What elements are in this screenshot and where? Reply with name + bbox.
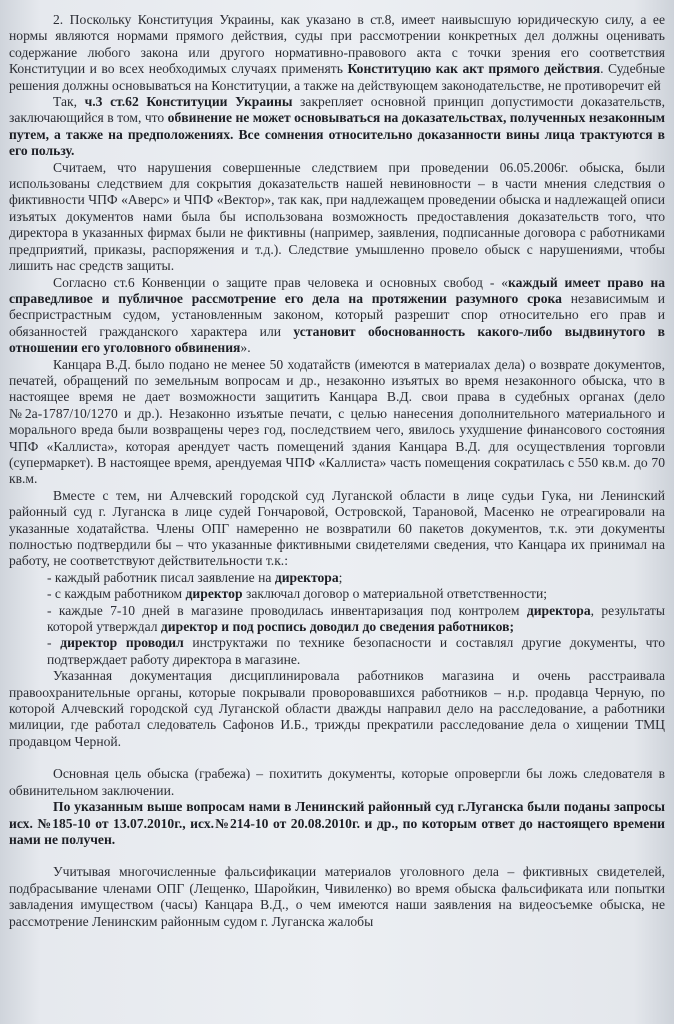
text-run: Учитывая многочисленные фальсификации материалов уголовного дела – фиктивных свидетелей, подбрасывание членами ОПГ (Лещенко, Шаройкин, Чивиленко) во время обыска фальсификата или попытки завладения имуществом (часы) Канцара В.Д., о чем имеются наши заявления на видеосъемке обыска, не рассмотрение Ленинским районным судом г. Луганска жалобы (9, 864, 665, 929)
text-run: Так, (53, 94, 85, 110)
paragraph-p6 (9, 488, 665, 570)
paragraph-p8 (9, 586, 665, 602)
text-run: Указанная документация дисциплинировала работников магазина и очень расстраивала правоохранительные органы, которые покрывали проворовавшихся работников – н.р. продавца Черную, по которой Алчевский городской суд Луганской области дважды направил дело на расследование, а работники милиции, где работал следователь Сафонов И.Б., трижды прекратили расследование дела о хищении ТМЦ продавцом Черной. (9, 668, 665, 749)
paragraph-p11 (9, 668, 665, 750)
document-text (9, 12, 665, 930)
paragraph-p3 (9, 160, 665, 275)
text-run: Согласно ст.6 Конвенции о защите прав человека и основных свобод - « (53, 274, 509, 290)
text-run: закрепляет основной принцип допустимости доказательств, заключающийся в том, что (9, 94, 665, 126)
text-run: ». (240, 340, 251, 356)
bold-text-run: каждый имеет право на справедливое и публичное рассмотрение его дела на протяжении разумного срока (9, 274, 666, 306)
text-run: , результаты которой утверждал (47, 602, 665, 635)
bold-text-run: директор проводил (60, 635, 184, 651)
text-run: Канцара В.Д. было подано не менее 50 ходатайств (имеются в материалах дела) о возврате документов, печатей, обращений по земельным вопросам и др., незаконно изъятых во время незаконного обыска, что в настоящее время не дает возможности защитить Канцара В.Д. свои права в судебных органах (дело №2а-1787/10/1270 и др.). Незаконно изъятые печати, с целью нанесения дополнительного материального и морального вреда были возвращены через год, последствием чего, явилось ухудшение финансового состояния ЧПФ «Каллиста», которая арендует часть помещений здания Канцара В.Д. для осуществления торговли (супермаркет). В настоящее время, арендуемая ЧПФ «Каллиста» часть помещения сократилась с 550 кв.м. до 70 кв.м. (9, 356, 665, 487)
paragraph-p14 (9, 864, 665, 930)
text-run: заключал договор о материальной ответственности; (242, 586, 548, 602)
text-run: независимым и беспристрастным судом, установленным законом, который разрешит спор относительно его прав и обязанностей гражданского характера или (9, 290, 665, 339)
text-run: - (47, 635, 61, 651)
paragraph-p10 (9, 635, 665, 668)
paragraph-p2 (9, 94, 665, 160)
text-run: Основная цель обыска (грабежа) – похитить документы, которые опровергли бы ложь следователя в обвинительном заключении. (9, 766, 665, 798)
bold-text-run: обвинение не может основываться на доказательствах, полученных незаконным путем, а также на предположениях. Все сомнения относительно доказанности вины лица трактуются в его пользу. (9, 110, 666, 159)
bold-text-run: директор (185, 586, 243, 602)
paragraph-p5 (9, 357, 665, 488)
text-run: - каждый работник писал заявление на (47, 569, 275, 585)
text-run: инструктажи по технике безопасности и составлял другие документы, что подтверждает работу директора в магазине. (47, 635, 665, 667)
text-run: Считаем, что нарушения совершенные следствием при проведении 06.05.2006г. обыска, были использованы следствием для сокрытия доказательств нашей невиновности – в части мнения следствия о фиктивности ЧПФ «Аверс» и ЧПФ «Вектор», так как, при надлежащем проведении обыска и надлежащей описи изъятых документов нами была бы использована возможность предоставления доказательств того, что директора в указанных фирмах были не фиктивны (например, заявления, подписанные договора с работниками предприятий, приказы, распоряжения и т.д.). Следствие умышленно провело обыск с нарушениями, чтобы лишить нас средств защиты. (9, 159, 665, 274)
text-run: ; (338, 569, 343, 585)
text-run: 2. Поскольку Конституция Украины, как указано в ст.8, имеет наивысшую юридическую силу, а ее нормы являются нормами прямого действия, суды при рассмотрении конкретных дел должны оценивать содержание любого закона или другого нормативно-правового акта с точки зрения его соответствия Конституции и во всех необходимых случаях применять (9, 12, 665, 77)
text-run: . Судебные решения должны основываться на Конституции, а также на действующем законодательстве, не противоречит ей (9, 61, 665, 93)
paragraph-p4 (9, 275, 665, 357)
bold-text-run: директора (274, 569, 339, 585)
bold-text-run: Конституцию как акт прямого действия (347, 61, 601, 77)
text-run: Вместе с тем, ни Алчевский городской суд Луганской области в лице судьи Гука, ни Ленинский районный суд г. Луганска в лице судей Гончаровой, Островской, Тарановой, Масенко не отреагировали на указанные ходатайства. Члены ОПГ намеренно не возвратили 60 пакетов документов, т.к. эти документы полностью подтвердили бы – что указанные фиктивными свидетелями сведения, что Канцара их принимал на работу, не соответствуют действительности т.к.: (9, 487, 665, 569)
bold-text-run: установит обоснованность какого-либо выдвинутого в отношении его уголовного обвинения (9, 323, 665, 356)
bold-text-run: директор и под роспись доводил до сведения работников; (160, 619, 514, 635)
bold-text-run: директора (526, 602, 591, 618)
text-run: - каждые 7-10 дней в магазине проводилась инвентаризация под контролем (47, 602, 527, 618)
bold-text-run: По указанным выше вопросам нами в Ленинский районный суд г.Луганска были поданы запросы исх. №185-10 от 13.07.2010г., исх.№214-10 от 20.08.2010г. и др., по которым ответ до настоящего времени нами не получен. (9, 799, 665, 847)
text-run: - с каждым работником (47, 586, 186, 602)
paragraph-p12 (9, 766, 665, 799)
paragraph-p1 (9, 12, 665, 94)
paragraph-p13 (9, 799, 665, 848)
bold-text-run: ч.3 ст.62 Конституции Украины (84, 94, 293, 110)
paragraph-p9 (9, 603, 665, 636)
paragraph-p7 (9, 570, 665, 586)
